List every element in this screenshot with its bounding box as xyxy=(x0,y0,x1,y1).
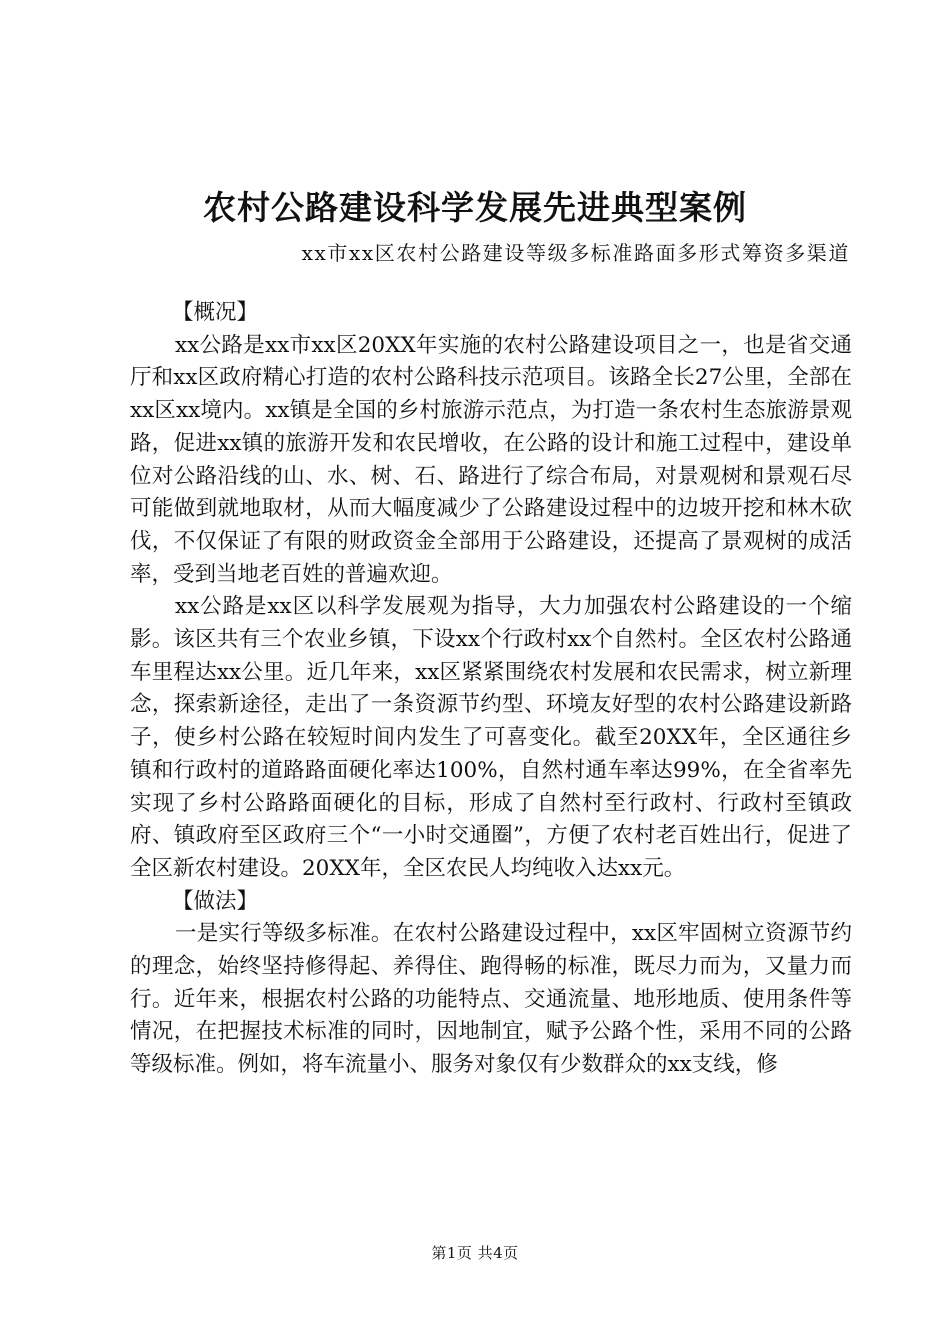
document-title: 农村公路建设科学发展先进典型案例 xyxy=(203,188,747,227)
paragraph: 一是实行等级多标准。在农村公路建设过程中，xx区牢固树立资源节约的理念，始终坚持修得起、养得住、跑得畅的标准，既尽力而为，又量力而行。近年来，根据农村公路的功能特点、交通流量、地形地质、使用条件等情况，在把握技术标准的同时，因地制宜，赋予公路个性，采用不同的公路等级标准。例如，将车流量小、服务对象仅有少数群众的xx支线，修 xyxy=(130,921,852,1078)
section-heading-overview: 【概况】 xyxy=(172,300,259,325)
document-body xyxy=(130,297,852,1082)
paragraph: xx公路是xx市xx区20XX年实施的农村公路建设项目之一，也是省交通厅和xx区政府精心打造的农村公路科技示范项目。该路全长27公里，全部在xx区xx境内。xx镇是全国的乡村旅游示范点，为打造一条农村生态旅游景观路，促进xx镇的旅游开发和农民增收，在公路的设计和施工过程中，建设单位对公路沿线的山、水、树、石、路进行了综合布局，对景观树和景观石尽可能做到就地取材，从而大幅度减少了公路建设过程中的边坡开挖和林木砍伐，不仅保证了有限的财政资金全部用于公路建设，还提高了景观树的成活率，受到当地老百姓的普遍欢迎。 xyxy=(130,332,852,587)
page-footer: 第1页 共4页 xyxy=(431,1244,519,1262)
paragraph: xx公路是xx区以科学发展观为指导，大力加强农村公路建设的一个缩影。该区共有三个农业乡镇，下设xx个行政村xx个自然村。全区农村公路通车里程达xx公里。近几年来，xx区紧紧围绕农村发展和农民需求，树立新理念，探索新途径，走出了一条资源节约型、环境友好型的农村公路建设新路子，使乡村公路在较短时间内发生了可喜变化。截至20XX年，全区通往乡镇和行政村的道路路面硬化率达100%，自然村通车率达99%，在全省率先实现了乡村公路路面硬化的目标，形成了自然村至行政村、行政村至镇政府、镇政府至区政府三个“一小时交通圈”，方便了农村老百姓出行，促进了全区新农村建设。20XX年，全区农民人均纯收入达xx元。 xyxy=(130,594,852,881)
section-heading-methods: 【做法】 xyxy=(172,888,259,914)
document-subtitle: xx市xx区农村公路建设等级多标准路面多形式筹资多渠道 xyxy=(301,241,850,265)
